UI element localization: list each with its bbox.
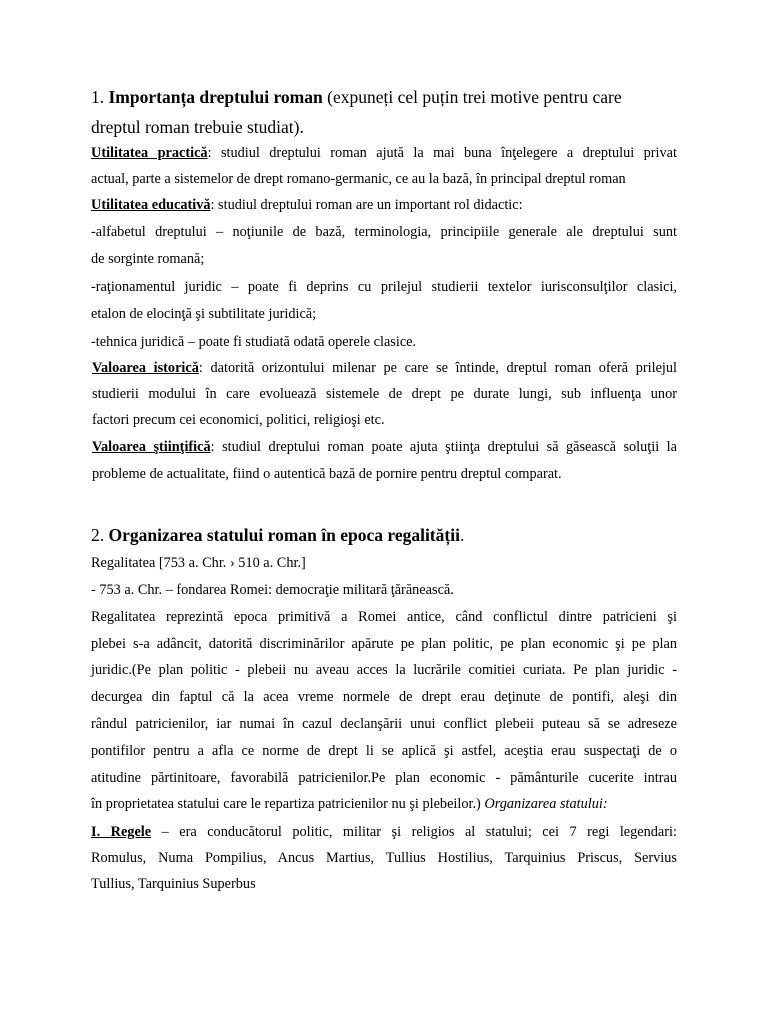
organizarea-statului-label: Organizarea statului: (484, 796, 608, 812)
educativa-text: : studiul dreptului roman are un important rol didactic: (210, 197, 523, 213)
istorica-label: Valoarea istorică (92, 360, 199, 376)
stiintifica-line-2: probleme de actualitate, fiind o autentică bază de pornire pentru dreptul comparat. (92, 466, 562, 482)
regalitatea-paragraph-line: plebei s-a adâncit, datorită discriminărilor apărute pe plan politic, pe plan economic şi pe plan (91, 636, 677, 652)
educativa-label: Utilitatea educativă (91, 197, 211, 213)
practica-line-2: actual, parte a sistemelor de drept romano-germanic, ce au la bază, în principal dreptul roman (91, 171, 626, 187)
rationamentul-line-2: etalon de elocinţă şi subtilitate juridică; (91, 306, 317, 322)
practica-label: Utilitatea practică (91, 145, 208, 161)
educativa-line (91, 197, 523, 214)
alfabetul-line-2: de sorginte romană; (91, 251, 205, 267)
heading-title: Organizarea statului roman în epoca regalității (108, 525, 460, 545)
stiintifica-text: : studiul dreptului roman poate ajuta ştiinţa dreptului să găsească soluţii la (210, 439, 677, 455)
fondarea-romei: - 753 a. Chr. – fondarea Romei: democraţie militară ţărănească. (91, 582, 454, 598)
regalitatea-paragraph-line: atitudine părtinitoare, favorabilă patricienilor.Pe plan economic - pământurile cucerite intrau (91, 770, 677, 786)
regele-text: – era conducătorul politic, militar şi religios al statului; cei 7 regi legendari: (151, 824, 677, 840)
alfabetul-line-1: -alfabetul dreptului – noţiunile de bază, terminologia, principiile generale ale dreptului sunt (91, 224, 677, 240)
istorica-line-3: factori precum cei economici, politici, religioşi etc. (92, 412, 385, 428)
paragraph-text: în proprietatea statului care le repartiza patricienilor nu şi plebeilor.) (91, 796, 485, 812)
istorica-text: : datorită orizontului milenar pe care se întinde, dreptul roman oferă prilejul (198, 360, 678, 376)
regele-line-1 (91, 824, 677, 841)
heading-question: (expuneți cel puțin trei motive pentru care (322, 87, 622, 107)
section-1-heading-line2: dreptul roman trebuie studiat). (91, 117, 304, 137)
section-2-heading (91, 525, 464, 545)
tehnica-line: -tehnica juridică – poate fi studiată odată operele clasice. (91, 334, 417, 350)
regalitatea-paragraph-line: Regalitatea reprezintă epoca primitivă a Romei antice, când conflictul dintre patricieni şi (91, 609, 677, 625)
regele-line-3: Tullius, Tarquinius Superbus (91, 876, 256, 892)
regalitatea-paragraph-line: pontifilor pentru a afla ce norme de drept li se aplică şi astfel, aceştia erau suspectaţi de o (91, 743, 677, 759)
practica-text: : studiul dreptului roman ajută la mai buna înţelegere a dreptului privat (207, 145, 677, 161)
regalitatea-period: Regalitatea [753 a. Chr. › 510 a. Chr.] (91, 555, 306, 571)
heading-number: 1. (91, 87, 109, 107)
istorica-line-2: studierii modului în care evoluează sistemele de drept pe durate lungi, sub influenţa unor (92, 386, 677, 402)
rationamentul-line-1: -raţionamentul juridic – poate fi deprins cu prilejul studierii textelor iurisconsulţilor clasici, (91, 279, 677, 295)
practica-line-1 (91, 145, 677, 162)
regalitatea-paragraph-line: juridic.(Pe plan politic - plebeii nu aveau acces la lucrările comitiei curiata. Pe plan juridic - (91, 662, 677, 678)
regele-line-2: Romulus, Numa Pompilius, Ancus Martius, Tullius Hostilius, Tarquinius Priscus, Servius (91, 850, 677, 866)
section-1-heading (91, 87, 622, 107)
regele-label: I. Regele (91, 824, 152, 840)
heading-title: Importanța dreptului roman (108, 87, 323, 107)
stiintifica-line-1 (92, 439, 677, 456)
heading-number: 2. (91, 525, 109, 545)
regalitatea-paragraph-last-line (91, 796, 608, 813)
heading-period: . (459, 525, 465, 545)
istorica-line-1 (92, 360, 677, 377)
regalitatea-paragraph-line: rândul patricienilor, iar numai în cazul declanşării unui conflict plebeii puteau să se adreseze (91, 716, 677, 732)
regalitatea-paragraph-line: decurgea din faptul că la acea vreme normele de drept erau deţinute de pontifi, aleşi din (91, 689, 677, 705)
stiintifica-label: Valoarea ştiinţifică (92, 439, 211, 455)
